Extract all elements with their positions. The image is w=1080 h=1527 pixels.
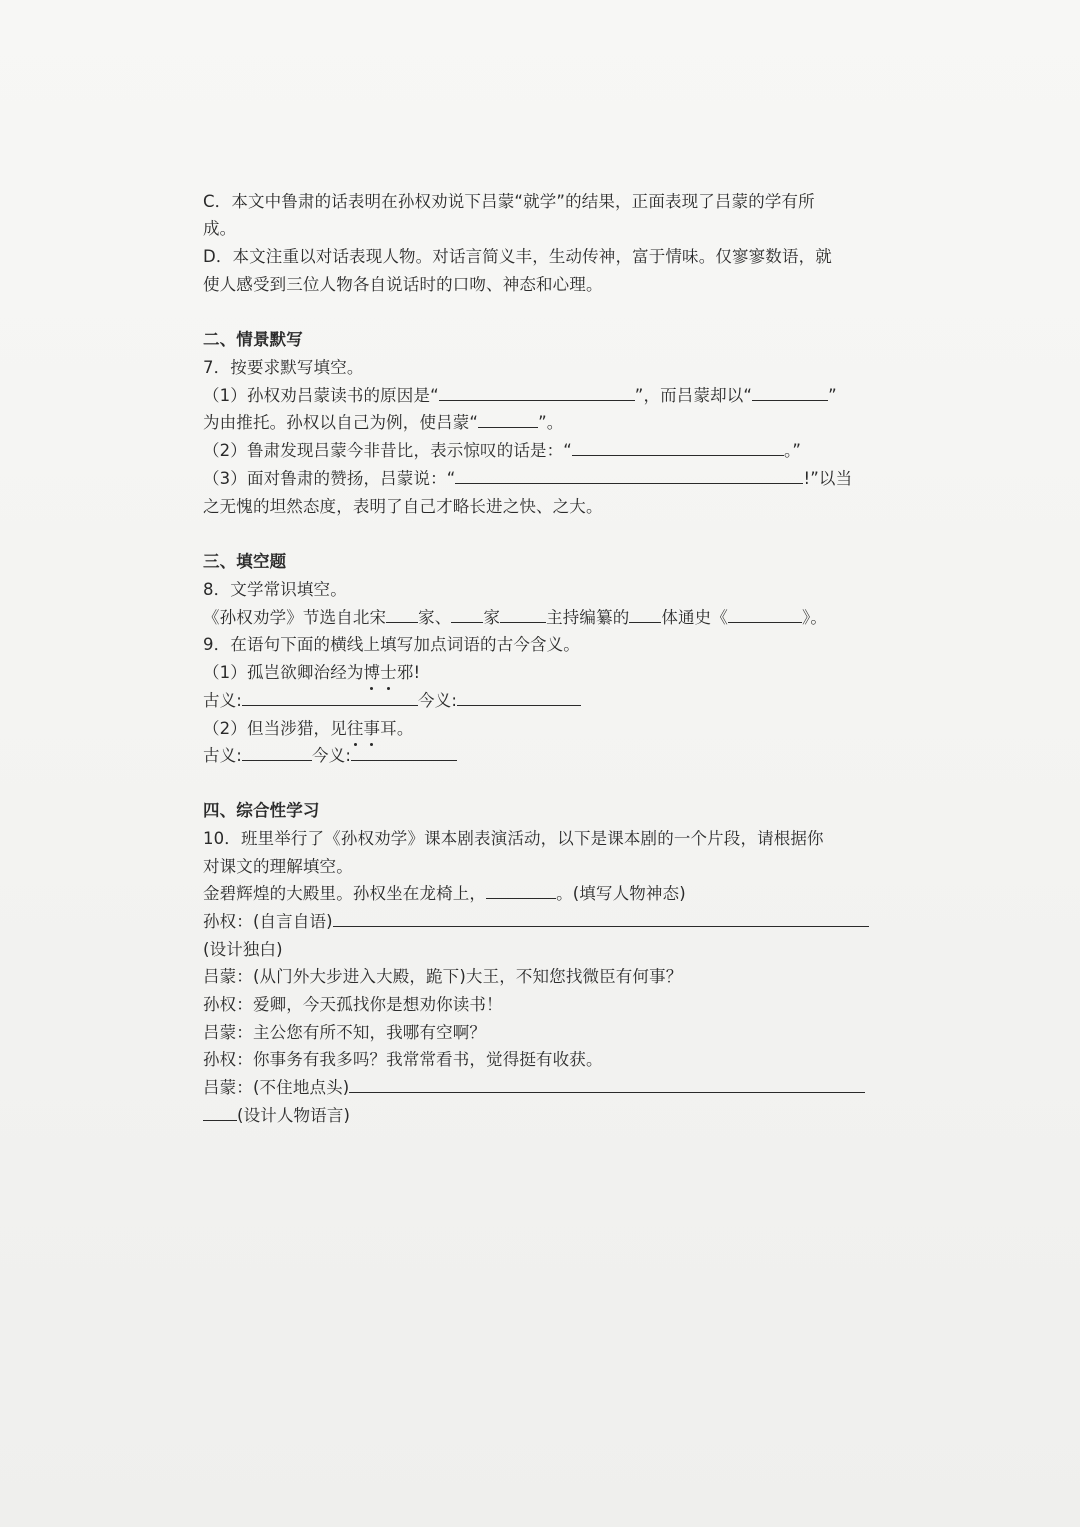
answer-blank[interactable] xyxy=(333,909,869,927)
question-10-line-2: 对课文的理解填空。 xyxy=(203,857,353,876)
modern-meaning-label: 今义: xyxy=(418,691,458,710)
dialogue-lvmeng-3 xyxy=(203,1075,865,1101)
design-dialogue-text: (设计人物语言) xyxy=(237,1106,351,1125)
answer-blank[interactable] xyxy=(242,688,418,706)
question-9-2 xyxy=(203,716,413,742)
question-7-2-text-a: （2）鲁肃发现吕蒙今非昔比，表示惊叹的话是：“ xyxy=(203,441,572,460)
section-4-heading: 四、综合性学习 xyxy=(203,801,320,820)
question-8: 8．文学常识填空。 xyxy=(203,580,347,599)
answer-blank[interactable] xyxy=(500,605,546,623)
question-7-1-text-d: 为由推托。孙权以自己为例，使吕蒙“ xyxy=(203,413,479,432)
scene-text-a: 金碧辉煌的大殿里。孙权坐在龙椅上， xyxy=(203,884,487,903)
question-7-1-text-b: ”，而吕蒙却以“ xyxy=(634,386,753,405)
option-c-line-1: C．本文中鲁肃的话表明在孙权劝说下吕蒙“就学”的结果，正面表现了吕蒙的学有所 xyxy=(203,192,815,211)
dotted-word-char: 往 xyxy=(347,716,364,742)
answer-blank[interactable] xyxy=(203,1103,237,1121)
question-7-2-text-b: 。” xyxy=(784,441,802,460)
question-8-text-a: 《孙权劝学》节选自北宋 xyxy=(203,608,387,627)
answer-blank[interactable] xyxy=(752,383,828,401)
answer-blank[interactable] xyxy=(572,438,784,456)
answer-blank[interactable] xyxy=(349,1075,865,1093)
answer-blank[interactable] xyxy=(728,605,802,623)
scene-text-b: 。(填写人物神态) xyxy=(556,884,686,903)
answer-blank[interactable] xyxy=(439,383,635,401)
question-9-1-pre: （1）孤岂欲卿治经为 xyxy=(203,663,364,682)
question-7-1-line-1 xyxy=(203,383,837,409)
question-9-2-pre: （2）但当涉猎，见 xyxy=(203,719,347,738)
answer-blank[interactable] xyxy=(351,743,457,761)
question-9-1-post: 邪! xyxy=(396,663,421,682)
answer-blank[interactable] xyxy=(629,605,661,623)
question-9-2-post: 耳。 xyxy=(380,719,414,738)
answer-blank[interactable] xyxy=(455,466,803,484)
question-8-text-e: 体通史《 xyxy=(661,608,728,627)
question-9: 9．在语句下面的横线上填写加点词语的古今含义。 xyxy=(203,635,580,654)
dialogue-sunquan-1 xyxy=(203,909,869,935)
answer-blank[interactable] xyxy=(451,605,483,623)
dotted-word-char: 博 xyxy=(364,660,381,686)
option-d-line-1: D．本文注重以对话表现人物。对话言简义丰，生动传神，富于情味。仅寥寥数语，就 xyxy=(203,247,832,266)
ancient-meaning-label: 古义: xyxy=(203,746,243,765)
question-7-3-line-2: 之无愧的坦然态度，表明了自己才略长进之快、之大。 xyxy=(203,497,603,516)
dotted-word-char: 士 xyxy=(380,660,397,686)
question-7-2 xyxy=(203,438,801,464)
answer-blank[interactable] xyxy=(478,410,538,428)
dialogue-sunquan-2: 孙权：爱卿，今天孤找你是想劝你读书！ xyxy=(203,995,503,1014)
answer-blank[interactable] xyxy=(457,688,581,706)
question-9-1-answer xyxy=(203,688,581,714)
question-7: 7．按要求默写填空。 xyxy=(203,358,364,377)
question-7-1-text-e: ”。 xyxy=(538,413,564,432)
section-3-heading: 三、填空题 xyxy=(203,552,287,571)
answer-blank[interactable] xyxy=(242,743,312,761)
design-dialogue-note xyxy=(203,1103,350,1129)
answer-blank[interactable] xyxy=(486,881,556,899)
dialogue-lvmeng-1: 吕蒙：(从门外大步进入大殿，跪下)大王，不知您找微臣有何事？ xyxy=(203,967,683,986)
question-10-line-1: 10．班里举行了《孙权劝学》课本剧表演活动，以下是课本剧的一个片段，请根据你 xyxy=(203,829,824,848)
option-d-line-2: 使人感受到三位人物各自说话时的口吻、神态和心理。 xyxy=(203,275,603,294)
dialogue-sunquan-3: 孙权：你事务有我多吗？我常常看书，觉得挺有收获。 xyxy=(203,1050,603,1069)
question-7-1-line-2 xyxy=(203,410,563,436)
question-9-2-answer xyxy=(203,743,457,769)
section-2-heading: 二、情景默写 xyxy=(203,330,303,349)
question-7-1-text-c: ” xyxy=(828,386,837,405)
dialogue-text: 吕蒙：(不住地点头) xyxy=(203,1078,350,1097)
dotted-word-char: 事 xyxy=(364,716,381,742)
question-8-text-d: 主持编纂的 xyxy=(546,608,630,627)
question-7-1-text-a: （1）孙权劝吕蒙读书的原因是“ xyxy=(203,386,439,405)
option-c-line-2: 成。 xyxy=(203,219,237,238)
design-monologue-note: (设计独白) xyxy=(203,940,283,959)
modern-meaning-label: 今义: xyxy=(312,746,352,765)
question-9-1 xyxy=(203,660,420,686)
ancient-meaning-label: 古义: xyxy=(203,691,243,710)
scene-description xyxy=(203,881,686,907)
question-8-text-b: 家、 xyxy=(418,608,452,627)
question-7-3-line-1 xyxy=(203,466,852,492)
answer-blank[interactable] xyxy=(386,605,418,623)
dialogue-text: 孙权：(自言自语) xyxy=(203,912,333,931)
question-7-3-text-b: !”以当 xyxy=(803,469,853,488)
question-7-3-text-a: （3）面对鲁肃的赞扬，吕蒙说：“ xyxy=(203,469,456,488)
question-8-text-c: 家 xyxy=(483,608,501,627)
question-8-line xyxy=(203,605,827,631)
question-8-text-f: 》。 xyxy=(801,608,828,627)
dialogue-lvmeng-2: 吕蒙：主公您有所不知，我哪有空啊？ xyxy=(203,1023,487,1042)
